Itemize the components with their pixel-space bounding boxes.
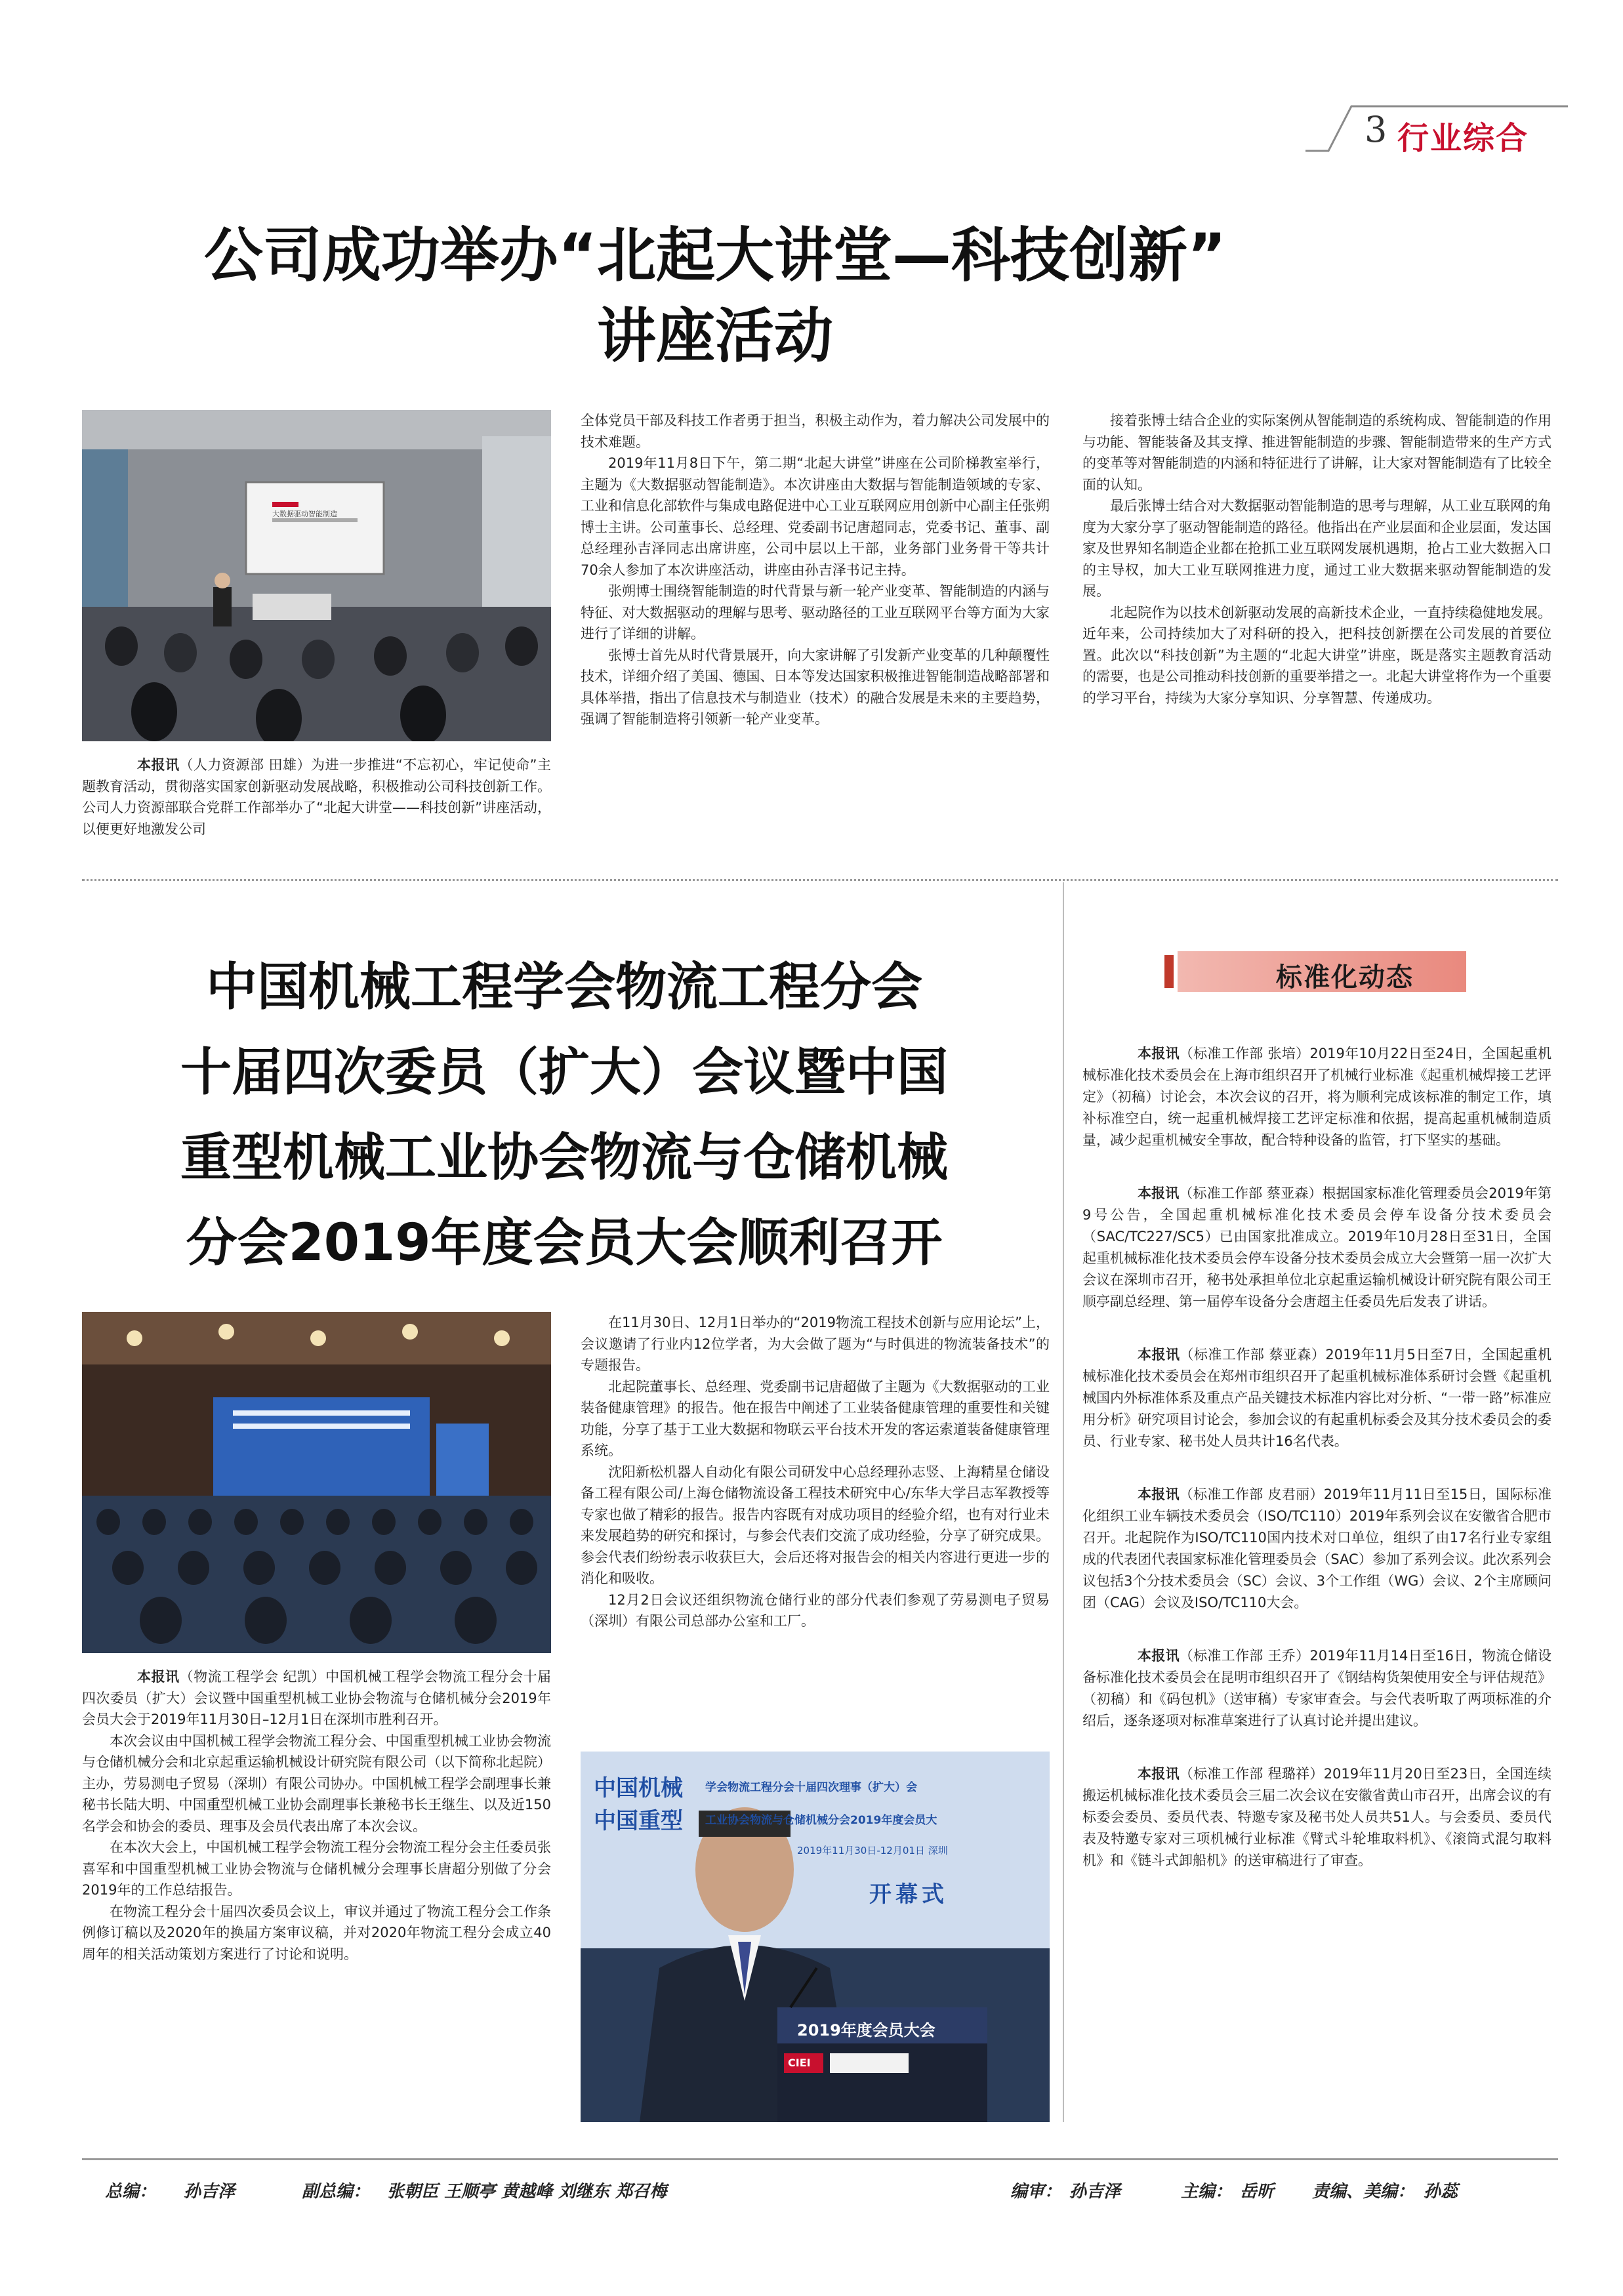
article2-title-line2: 十届四次委员（扩大）会议暨中国 xyxy=(180,1043,948,1102)
article2-column2 xyxy=(581,1312,1050,1632)
art-editor-label: 责编、美编： xyxy=(1312,2182,1415,2202)
banner-text-2: 学会物流工程分会十届四次理事（扩大）会 xyxy=(705,1781,917,1794)
article2-title-line4: 分会2019年度会员大会顺利召开 xyxy=(186,1214,943,1273)
article1-col2-p4: 张博士首先从时代背景展开，向大家讲解了引发新产业变革的几种颠覆性技术，详细介绍了美国、德国、日本等发达国家积极推进智能制造战略部署和具体举措，指出了信息技术与制造业（技术）的融合发展是未来的主要趋势，强调了智能制造将引领新一轮产业变革。 xyxy=(581,647,1050,727)
article2-byline: （物流工程学会 纪凯） xyxy=(179,1669,326,1685)
standards-item xyxy=(1082,1645,1551,1732)
chief-editor-label: 总编： xyxy=(105,2182,157,2202)
article1-title xyxy=(131,216,1299,377)
banner-text-3: 中国重型 xyxy=(594,1808,683,1834)
standards-item-lead: 本报讯 xyxy=(1138,1648,1180,1664)
banner-text-1: 中国机械 xyxy=(594,1775,683,1801)
reviewer-label: 编审： xyxy=(1010,2182,1062,2202)
banner-opening: 开幕式 xyxy=(869,1881,948,1908)
standards-item-byline: （标准工作部 皮君丽） xyxy=(1179,1486,1324,1502)
article1-col2-p3: 张朔博士围绕智能制造的时代背景与新一轮产业变革、智能制造的内涵与特征、对大数据驱动的理解与思考、驱动路径的工业互联网平台等方面为大家进行了详细的讲解。 xyxy=(581,583,1050,642)
deputy-editor-label: 副总编： xyxy=(302,2182,371,2202)
article1-lead-paragraph xyxy=(82,754,551,840)
standards-item-lead: 本报讯 xyxy=(1138,1766,1180,1782)
standards-item xyxy=(1082,1043,1551,1151)
article2-column1 xyxy=(82,1666,551,1965)
standards-heading-bar xyxy=(1164,955,1174,988)
standards-item-lead: 本报讯 xyxy=(1138,1486,1180,1502)
podium-logo: CIEI xyxy=(788,2057,811,2069)
standards-item-text: 2019年11月20日至23日，全国连续搬运机械标准化技术委员会三届二次会议在安徽省黄山市召开，出席会议的有标委会委员、委员代表、特邀专家及秘书处人员共51人。与会委员、委员代表及特邀专家对三项机械行业标准《臂式斗轮堆取料机》、《滚筒式混匀取料机》和《链斗式卸船机》的送审稿进行了审查。 xyxy=(1082,1766,1552,1868)
section-divider xyxy=(82,879,1558,881)
lecture-room-illustration xyxy=(82,410,551,741)
article1-col3-p3: 北起院作为以技术创新驱动发展的高新技术企业，一直持续稳健地发展。近年来，公司持续加大了对科研的投入，把科技创新摆在公司发展的首要位置。此次以“科技创新”为主题的“北起大讲堂”讲座，既是落实主题教育活动的需要，也是公司推动科技创新的重要举措之一。北起大讲堂将作为一个重要的学习平台，持续为大家分享知识、分享智慧、传递成功。 xyxy=(1082,604,1551,706)
standards-item-lead: 本报讯 xyxy=(1138,1046,1180,1061)
article2-lead-paragraph xyxy=(82,1666,551,1731)
article1-title-line2: 讲座活动 xyxy=(597,302,833,371)
standards-item-byline: （标准工作部 张培） xyxy=(1179,1046,1310,1061)
standards-item-byline: （标准工作部 程璐祥） xyxy=(1179,1766,1324,1782)
conference-hall-photo xyxy=(82,1312,551,1653)
footer-rule xyxy=(82,2158,1558,2160)
article1-title-line1: 公司成功举办“北起大讲堂—科技创新” xyxy=(203,221,1227,290)
standards-item-text: 2019年11月5日至7日，全国起重机械标准化技术委员会在郑州市组织召开了起重机械标准体系研讨会暨《起重机械国内外标准体系及重点产品关键技术标准内容比对分析、“一带一路”标准应用分析》研究项目讨论会，参加会议的有起重机标委会及其分技术委员会的委员、行业专家、秘书处人员共计16名代表。 xyxy=(1082,1347,1552,1449)
page-number: 3 xyxy=(1365,109,1387,150)
article2-col1-p4: 在物流工程分会十届四次委员会议上，审议并通过了物流工程分会工作条例修订稿以及2020年的换届方案审议稿，并对2020年物流工程分会成立40周年的相关活动策划方案进行了讨论和说明。 xyxy=(82,1903,551,1962)
reviewer: 孙吉泽 xyxy=(1069,2182,1121,2202)
standards-item xyxy=(1082,1763,1551,1872)
speaker-photo xyxy=(581,1752,1050,2122)
chief-editor: 孙吉泽 xyxy=(184,2182,236,2202)
article1-col3-p2: 最后张博士结合对大数据驱动智能制造的思考与理解，从工业互联网的角度为大家分享了驱动智能制造的路径。他指出在产业层面和企业层面，发达国家及世界知名制造企业都在抢抓工业互联网发展机遇期，抢占工业大数据入口的主导权，加大工业互联网推进力度，通过工业大数据来驱动智能制造的发展。 xyxy=(1082,498,1551,599)
article1-column2 xyxy=(581,410,1050,730)
standards-item-lead: 本报讯 xyxy=(1138,1347,1180,1363)
page-header xyxy=(1305,98,1568,157)
footer xyxy=(105,2178,1548,2211)
article2-col2-p4: 12月2日会议还组织物流仓储行业的部分代表们参观了劳易测电子贸易（深圳）有限公司总部办公室和工厂。 xyxy=(581,1591,1050,1629)
standards-item xyxy=(1082,1484,1551,1614)
managing-editor-label: 主编： xyxy=(1181,2182,1233,2202)
standards-item-text: 2019年10月22日至24日，全国起重机械标准化技术委员会在上海市组织召开了机械行业标准《起重机械焊接工艺评定》（初稿）讨论会，本次会议的召开，将为顺利完成该标准的制定工作，填补标准空白，统一起重机械焊接工艺评定标准和依据，提高起重机械制造质量，减少起重机械安全事故，配合特种设备的监管，打下坚实的基础。 xyxy=(1082,1046,1551,1148)
standards-item xyxy=(1082,1183,1551,1313)
article2-title-line1: 中国机械工程学会物流工程分会 xyxy=(205,958,922,1017)
deputy-editors: 张朝臣 王顺亭 黄越峰 刘继东 郑召梅 xyxy=(387,2182,667,2202)
article2-col1-p2: 本次会议由中国机械工程学会物流工程分会、中国重型机械工业协会物流与仓储机械分会和北京起重运输机械设计研究院有限公司（以下简称北起院）主办，劳易测电子贸易（深圳）有限公司协办。中国机械工程学会副理事长兼秘书长陆大明、中国重型机械工业协会副理事长兼秘书长王继生、以及近150名学会和协会的委员、理事及会员代表出席了本次会议。 xyxy=(82,1732,551,1834)
standards-item-byline: （标准工作部 蔡亚森） xyxy=(1179,1185,1323,1201)
article1-col3-p1: 接着张博士结合企业的实际案例从智能制造的系统构成、智能制造的作用与功能、智能装备及其支撑、推进智能制造的步骤、智能制造带来的生产方式的变革等对智能制造的内涵和特征进行了讲解，让大家对智能制造有了比较全面的认知。 xyxy=(1082,413,1551,493)
standards-item-text: 2019年11月14日至16日，物流仓储设备标准化技术委员会在昆明市组织召开了《钢结构货架使用安全与评估规范》（初稿）和《码包机》（送审稿）专家审查会。与会代表听取了两项标准的介绍后，逐条逐项对标准草案进行了认真讨论并提出建议。 xyxy=(1082,1648,1551,1729)
art-editor: 孙蕊 xyxy=(1424,2182,1458,2202)
lecture-photo xyxy=(82,410,551,741)
managing-editor: 岳昕 xyxy=(1240,2182,1275,2202)
banner-date: 2019年11月30日-12月01日 深圳 xyxy=(797,1845,948,1856)
standards-heading-text: 标准化动态 xyxy=(1276,962,1414,993)
article2-col1-p1: 中国机械工程学会物流工程分会十届四次委员（扩大）会议暨中国重型机械工业协会物流与仓储机械分会2019年会员大会于2019年11月30日–12月1日在深圳市胜利召开。 xyxy=(82,1669,551,1727)
article2-col1-p3: 在本次大会上，中国机械工程学会物流工程分会物流工程分会主任委员张喜军和中国重型机械工业协会物流与仓储机械分会理事长唐超分别做了分会2019年的工作总结报告。 xyxy=(82,1839,551,1898)
standards-item-byline: （标准工作部 蔡亚森） xyxy=(1180,1347,1326,1363)
article2-col2-p1: 在11月30日、12月1日举办的“2019物流工程技术创新与应用论坛”上，会议邀请了行业内12位学者，为大会做了题为“与时俱进的物流装备技术”的专题报告。 xyxy=(581,1315,1050,1373)
standards-item xyxy=(1082,1344,1551,1452)
section-title: 行业综合 xyxy=(1397,120,1529,157)
article1-lead: 本报讯 xyxy=(137,757,180,773)
article2-lead: 本报讯 xyxy=(137,1669,180,1685)
article2-col2-p3: 沈阳新松机器人自动化有限公司研发中心总经理孙志竖、上海精星仓储设备工程有限公司/上海仓储物流设备工程技术研究中心/东华大学吕志军教授等专家也做了精彩的报告。报告内容既有对成功项目的经验介绍，也有对行业未来发展趋势的研究和探讨，与参会代表们交流了成功经验，分享了研究成果。参会代表们纷纷表示收获巨大，会后还将对报告会的相关内容进行更进一步的消化和吸收。 xyxy=(581,1464,1050,1586)
article1-col2-p1: 全体党员干部及科技工作者勇于担当，积极主动作为，着力解决公司发展中的技术难题。 xyxy=(581,413,1050,450)
podium-text: 2019年度会员大会 xyxy=(797,2021,935,2040)
article2-col2-p2: 北起院董事长、总经理、党委副书记唐超做了主题为《大数据驱动的工业装备健康管理》的报告。他在报告中阐述了工业装备健康管理的重要性和关键功能，分享了基于工业大数据和物联云平台技术开发的客运索道装备健康管理系统。 xyxy=(581,1378,1050,1458)
article2-title xyxy=(82,945,1046,1286)
lecture-screen-text: 大数据驱动智能制造 xyxy=(272,510,337,518)
article2-title-line3: 重型机械工业协会物流与仓储机械 xyxy=(180,1128,948,1187)
article1-column3 xyxy=(1082,410,1551,708)
standards-item-lead: 本报讯 xyxy=(1138,1185,1180,1201)
conference-hall-illustration xyxy=(82,1312,551,1653)
article1-column1 xyxy=(82,754,551,840)
standards-list xyxy=(1082,1043,1551,1872)
banner-text-4: 工业协会物流与仓储机械分会2019年度会员大 xyxy=(705,1814,937,1827)
standards-item-text: 2019年11月11日至15日，国际标准化组织工业车辆技术委员会（ISO/TC110）2019年系列会议在安徽省合肥市召开。北起院作为ISO/TC110国内技术对口单位，组织了由17名行业专家组成的代表团代表国家标准化管理委员会（SAC）参加了系列会议。此次系列会议包括3个分技术委员会（SC）会议、3个工作组（WG）会议、2个主席顾问团（CAG）会议及ISO/TC110大会。 xyxy=(1082,1486,1552,1610)
column-divider xyxy=(1063,882,1064,2122)
standards-item-text: 根据国家标准化管理委员会2019年第9号公告，全国起重机械标准化技术委员会停车设备分技术委员会（SAC/TC227/SC5）已由国家批准成立。2019年10月28日至31日，全国起重机械标准化技术委员会停车设备分技术委员会成立大会暨第一届一次扩大会议在深圳市召开，秘书处承担单位北京起重运输机械设计研究院有限公司王顺亭副总经理、第一届停车设备分会唐超主任委员先后发表了讲话。 xyxy=(1082,1185,1551,1309)
article1-byline: （人力资源部 田雄） xyxy=(179,757,311,773)
standards-item-byline: （标准工作部 王乔） xyxy=(1179,1648,1310,1664)
article1-col2-p2: 2019年11月8日下午，第二期“北起大讲堂”讲座在公司阶梯教室举行，主题为《大数据驱动智能制造》。本次讲座由大数据与智能制造领域的专家、工业和信息化部软件与集成电路促进中心工业互联网应用创新中心副主任张朔博士主讲。公司董事长、总经理、党委副书记唐超同志，党委书记、董事、副总经理孙吉泽同志出席讲座，公司中层以上干部，业务部门业务骨干等共计70余人参加了本次讲座活动，讲座由孙吉泽书记主持。 xyxy=(581,455,1050,578)
article1-col1-text: 为进一步推进“不忘初心，牢记使命”主题教育活动，贯彻落实国家创新驱动发展战略，积极推动公司科技创新工作。公司人力资源部联合党群工作部举办了“北起大讲堂——科技创新”讲座活动，以便更好地激发公司 xyxy=(82,757,552,837)
standards-heading xyxy=(1164,951,1466,992)
